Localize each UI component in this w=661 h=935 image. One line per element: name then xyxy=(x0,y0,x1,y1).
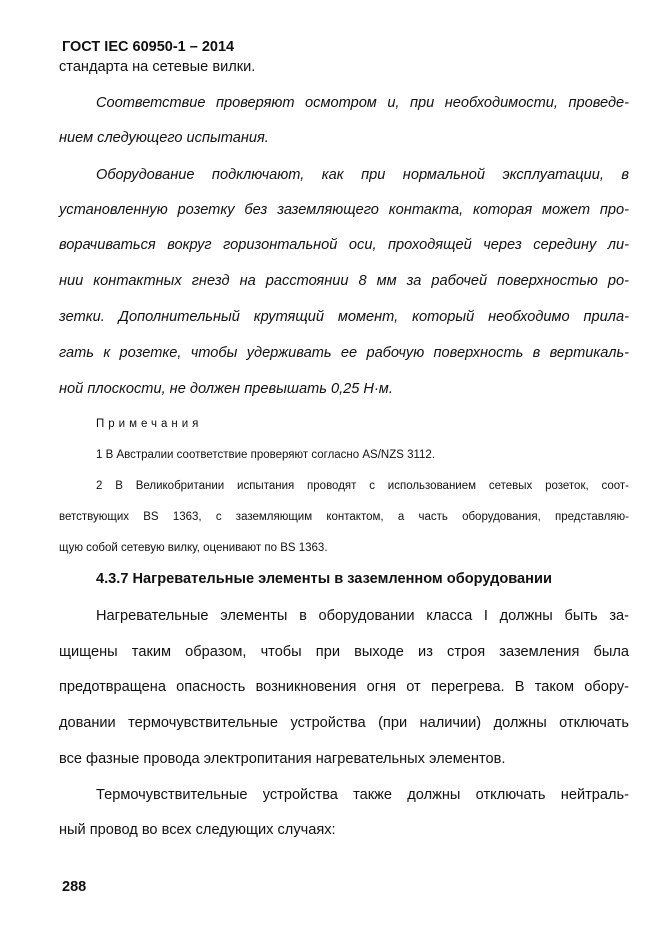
body-line: довании термочувствительные устройства (при наличии) должны отключать xyxy=(59,715,629,731)
body-line: Нагревательные элементы в оборудовании класса I должны быть за- xyxy=(96,608,629,624)
body-line: ной плоскости, не должен превышать 0,25 Н·м. xyxy=(59,381,393,397)
body-line: ворачиваться вокруг горизонтальной оси, проходящей через середину ли- xyxy=(59,237,629,253)
note-line: щую собой сетевую вилку, оценивают по BS 1363. xyxy=(59,542,328,554)
body-line: Соответствие проверяют осмотром и, при необходимости, проведе- xyxy=(96,95,629,111)
body-line: нии контактных гнезд на расстоянии 8 мм за рабочей поверхностью ро- xyxy=(59,273,629,289)
body-line: ный провод во всех следующих случаях: xyxy=(59,822,336,838)
note-line: ветствующих BS 1363, с заземляющим контактом, а часть оборудования, представляю- xyxy=(59,511,629,523)
body-line: Оборудование подключают, как при нормальной эксплуатации, в xyxy=(96,167,629,183)
body-line: все фазные провода электропитания нагревательных элементов. xyxy=(59,751,506,767)
note-line: 2 В Великобритании испытания проводят с использованием сетевых розеток, соот- xyxy=(96,480,629,492)
page-number: 288 xyxy=(62,879,87,895)
body-line: стандарта на сетевые вилки. xyxy=(59,59,256,75)
body-line: нием следующего испытания. xyxy=(59,130,269,146)
document-header: ГОСТ IEC 60950-1 – 2014 xyxy=(62,39,235,55)
body-line: Термочувствительные устройства также должны отключать нейтраль- xyxy=(96,787,629,803)
body-line: предотвращена опасность возникновения огня от перегрева. В таком обору- xyxy=(59,679,629,695)
body-line: щищены таким образом, чтобы при выходе из строя заземления была xyxy=(59,644,629,660)
notes-heading: Примечания xyxy=(96,418,203,430)
body-line: гать к розетке, чтобы удерживать ее рабочую поверхность в вертикаль- xyxy=(59,345,629,361)
section-heading: 4.3.7 Нагревательные элементы в заземленном оборудовании xyxy=(96,571,552,587)
body-line: установленную розетку без заземляющего контакта, которая может про- xyxy=(59,202,629,218)
note-line: 1 В Австралии соответствие проверяют согласно AS/NZS 3112. xyxy=(96,449,436,461)
body-line: зетки. Дополнительный крутящий момент, который необходимо прила- xyxy=(59,309,629,325)
